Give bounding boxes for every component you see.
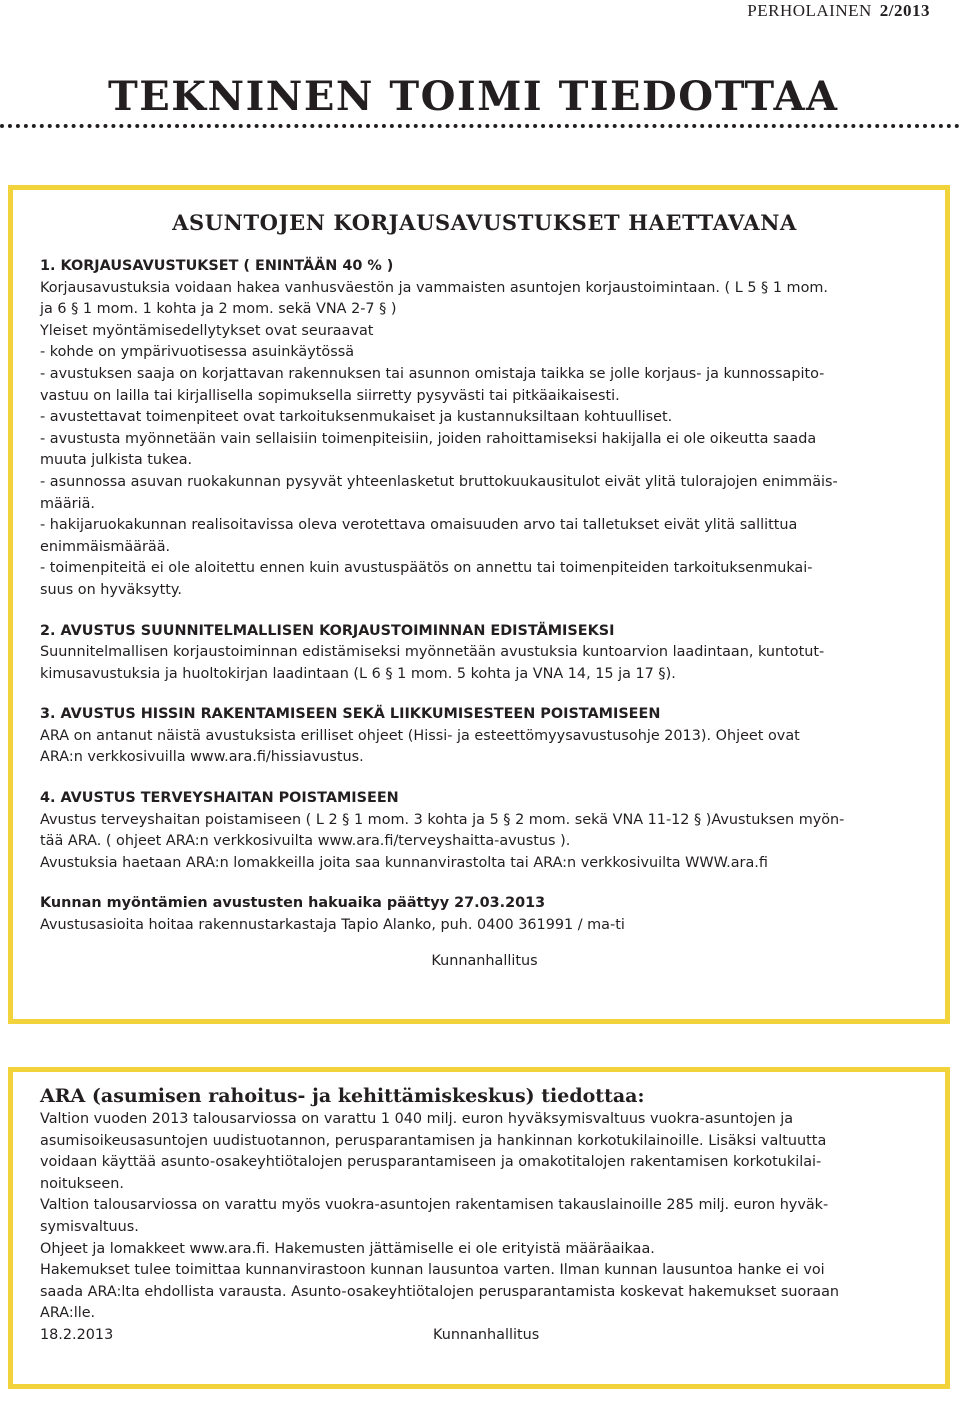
ara-line: voidaan käyttää asunto-osakeyhtiötalojen perusparantamiseen ja omakotitalojen rakentamisen korkotukilai- — [40, 1154, 822, 1171]
section-1-line: ja 6 § 1 mom. 1 kohta ja 2 mom. sekä VNA 2-7 § ) — [40, 301, 397, 318]
section-3-line: ARA:n verkkosivuilla www.ara.fi/hissiavustus. — [40, 749, 364, 766]
ara-notice-box — [8, 1067, 950, 1389]
repair-grants-title: ASUNTOJEN KORJAUSAVUSTUKSET HAETTAVANA — [172, 210, 797, 235]
section-3-line: ARA on antanut näistä avustuksista erilliset ohjeet (Hissi- ja esteettömyysavustusohje 2013). Ohjeet ovat — [40, 727, 800, 744]
section-3 — [40, 704, 929, 769]
ara-line: symisvaltuus. — [40, 1218, 139, 1235]
section-2-line: kimusavustuksia ja huoltokirjan laadintaan (L 6 § 1 mom. 5 kohta ja VNA 14, 15 ja 17 §). — [40, 665, 676, 682]
issue-number: 2/2013 — [879, 1, 930, 20]
section-1 — [40, 256, 929, 602]
section-4-line: tää ARA. ( ohjeet ARA:n verkkosivuilta www.ara.fi/terveyshaitta-avustus ). — [40, 833, 571, 850]
section-3-heading: 3. AVUSTUS HISSIN RAKENTAMISEEN SEKÄ LIIKKUMISESTEEN POISTAMISEEN — [40, 706, 661, 723]
ara-line: Valtion talousarviossa on varattu myös vuokra-asuntojen rakentamisen takauslainoille 285 milj. euron hyväk- — [40, 1197, 829, 1214]
section-1-line: - avustusta myönnetään vain sellaisiin toimenpiteisiin, joiden rahoittamiseksi hakijalla ei ole oikeutta saada — [40, 430, 817, 447]
contact-info: Avustusasioita hoitaa rakennustarkastaja Tapio Alanko, puh. 0400 361991 / ma-ti — [40, 917, 625, 934]
section-1-line: - toimenpiteitä ei ole aloitettu ennen kuin avustuspäätös on annettu tai toimenpiteiden tarkoituksenmukai- — [40, 560, 813, 577]
section-4-line: Avustus terveyshaitan poistamiseen ( L 2 § 1 mom. 3 kohta ja 5 § 2 mom. sekä VNA 11-12 § )Avustuksen myön- — [40, 811, 845, 828]
repair-grants-box — [8, 185, 950, 1024]
section-1-line: määriä. — [40, 495, 95, 512]
date-signature-row — [40, 1325, 929, 1347]
section-1-line: - asunnossa asuvan ruokakunnan pysyvät yhteenlasketut bruttokuukausitulot eivät ylitä tulorajojen enimmäis- — [40, 473, 838, 490]
dotted-divider — [0, 124, 960, 128]
publication-name: PERHOLAINEN — [747, 1, 872, 20]
ara-line: noitukseen. — [40, 1175, 124, 1192]
section-4 — [40, 788, 929, 874]
section-4-line: Avustuksia haetaan ARA:n lomakkeilla joita saa kunnanvirastolta tai ARA:n verkkosivuilta WWW.ara.fi — [40, 854, 768, 871]
spacer — [40, 874, 929, 893]
ara-line: Hakemukset tulee toimittaa kunnanvirastoon kunnan lausuntoa varten. Ilman kunnan lausuntoa hanke ei voi — [40, 1262, 825, 1279]
ara-line: asumisoikeusasuntojen uudistuotannon, perusparantamisen ja hankinnan korkotukilainoille. Lisäksi valtuutta — [40, 1132, 827, 1149]
section-1-line: enimmäismäärää. — [40, 538, 171, 555]
section-2-heading: 2. AVUSTUS SUUNNITELMALLISEN KORJAUSTOIMINNAN EDISTÄMISEKSI — [40, 622, 615, 639]
section-1-line: vastuu on lailla tai kirjallisella sopimuksella siirretty pysyvästi tai pitkäaikaisesti. — [40, 387, 620, 404]
section-1-line: Yleiset myöntämisedellytykset ovat seuraavat — [40, 322, 374, 339]
section-1-line: - avustuksen saaja on korjattavan rakennuksen tai asunnon omistaja taikka se jolle korjaus- ja kunnossapito- — [40, 365, 825, 382]
main-title: TEKNINEN TOIMI TIEDOTTAA — [108, 73, 839, 120]
ara-line: Valtion vuoden 2013 talousarviossa on varattu 1 040 milj. euron hyväksymisvaltuus vuokra-asuntojen ja — [40, 1111, 794, 1127]
section-1-line: Korjausavustuksia voidaan hakea vanhusväestön ja vammaisten asuntojen korjaustoimintaan. ( L 5 § 1 mom. — [40, 279, 828, 296]
section-4-heading: 4. AVUSTUS TERVEYSHAITAN POISTAMISEEN — [40, 790, 399, 807]
deadline-notice: Kunnan myöntämien avustusten hakuaika päättyy 27.03.2013 — [40, 895, 546, 912]
spacer — [40, 602, 929, 621]
ara-line: saada ARA:lta ehdollista varausta. Asunto-osakeyhtiötalojen perusparantamista koskevat hakemukset suoraan — [40, 1283, 840, 1300]
section-1-line: - hakijaruokakunnan realisoitavissa oleva verotettava omaisuuden arvo tai talletukset eivät ylitä sallittua — [40, 517, 798, 534]
ara-notice-content — [40, 1084, 929, 1347]
section-1-line: suus on hyväksytty. — [40, 581, 182, 598]
ara-notice-title: ARA (asumisen rahoitus- ja kehittämiskeskus) tiedottaa: — [40, 1085, 645, 1107]
signature: Kunnanhallitus — [433, 1326, 540, 1343]
spacer — [40, 685, 929, 704]
ara-line: Ohjeet ja lomakkeet www.ara.fi. Hakemusten jättämiselle ei ole erityistä määräaikaa. — [40, 1240, 655, 1257]
section-1-line: - avustettavat toimenpiteet ovat tarkoituksenmukaiset ja kustannuksiltaan kohtuulliset. — [40, 409, 673, 426]
signature: Kunnanhallitus — [431, 952, 538, 969]
ara-line: ARA:lle. — [40, 1305, 96, 1322]
section-1-line: - kohde on ympärivuotisessa asuinkäytössä — [40, 344, 355, 361]
section-1-heading: 1. KORJAUSAVUSTUKSET ( ENINTÄÄN 40 % ) — [40, 258, 394, 274]
section-1-line: muuta julkista tukea. — [40, 452, 193, 469]
page-header — [747, 0, 930, 22]
section-2 — [40, 621, 929, 686]
section-2-line: Suunnitelmallisen korjaustoiminnan edistämiseksi myönnetään avustuksia kuntoarvion laadintaan, kuntotut- — [40, 644, 825, 661]
notice-date: 18.2.2013 — [40, 1326, 114, 1343]
spacer — [40, 769, 929, 788]
repair-grants-content — [40, 208, 929, 972]
